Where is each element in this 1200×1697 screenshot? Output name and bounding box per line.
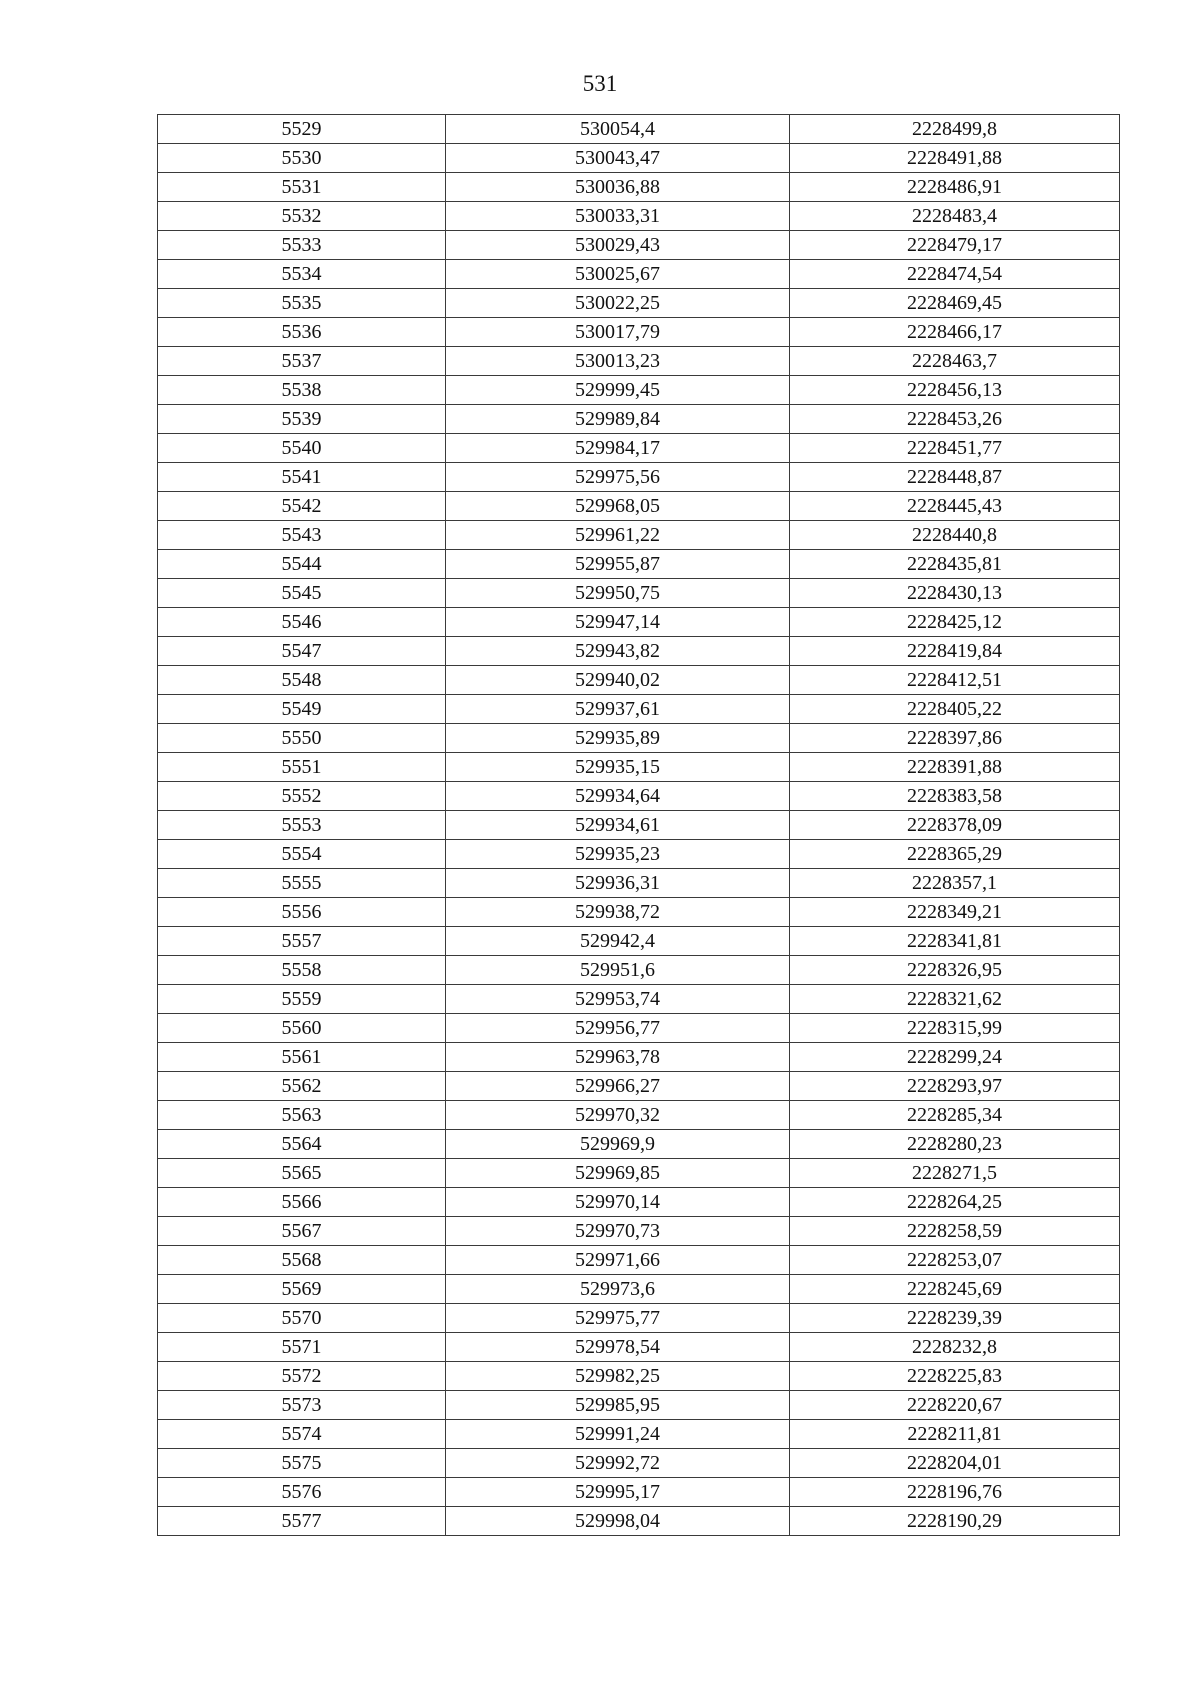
y-coordinate-cell: 2228315,99: [790, 1014, 1120, 1043]
x-coordinate-cell: 530036,88: [446, 173, 790, 202]
point-number-cell: 5547: [158, 637, 446, 666]
point-number-cell: 5554: [158, 840, 446, 869]
point-number-cell: 5557: [158, 927, 446, 956]
point-number-cell: 5548: [158, 666, 446, 695]
table-row: [158, 579, 1120, 608]
table-row: [158, 492, 1120, 521]
x-coordinate-cell: 529936,31: [446, 869, 790, 898]
table-row: [158, 231, 1120, 260]
table-row: [158, 1246, 1120, 1275]
y-coordinate-cell: 2228321,62: [790, 985, 1120, 1014]
point-number-cell: 5532: [158, 202, 446, 231]
y-coordinate-cell: 2228499,8: [790, 115, 1120, 144]
x-coordinate-cell: 530022,25: [446, 289, 790, 318]
point-number-cell: 5553: [158, 811, 446, 840]
coordinates-table-body: [158, 115, 1120, 1536]
point-number-cell: 5565: [158, 1159, 446, 1188]
x-coordinate-cell: 529935,89: [446, 724, 790, 753]
y-coordinate-cell: 2228469,45: [790, 289, 1120, 318]
y-coordinate-cell: 2228391,88: [790, 753, 1120, 782]
point-number-cell: 5540: [158, 434, 446, 463]
point-number-cell: 5529: [158, 115, 446, 144]
table-row: [158, 260, 1120, 289]
x-coordinate-cell: 529934,61: [446, 811, 790, 840]
y-coordinate-cell: 2228239,39: [790, 1304, 1120, 1333]
point-number-cell: 5542: [158, 492, 446, 521]
point-number-cell: 5555: [158, 869, 446, 898]
x-coordinate-cell: 529999,45: [446, 376, 790, 405]
table-row: [158, 1507, 1120, 1536]
table-row: [158, 1217, 1120, 1246]
table-row: [158, 811, 1120, 840]
point-number-cell: 5539: [158, 405, 446, 434]
x-coordinate-cell: 529984,17: [446, 434, 790, 463]
coordinates-table: [157, 114, 1120, 1536]
x-coordinate-cell: 529947,14: [446, 608, 790, 637]
point-number-cell: 5566: [158, 1188, 446, 1217]
table-row: [158, 927, 1120, 956]
y-coordinate-cell: 2228190,29: [790, 1507, 1120, 1536]
point-number-cell: 5537: [158, 347, 446, 376]
x-coordinate-cell: 530013,23: [446, 347, 790, 376]
y-coordinate-cell: 2228412,51: [790, 666, 1120, 695]
y-coordinate-cell: 2228479,17: [790, 231, 1120, 260]
x-coordinate-cell: 529935,23: [446, 840, 790, 869]
x-coordinate-cell: 529937,61: [446, 695, 790, 724]
table-row: [158, 1362, 1120, 1391]
table-row: [158, 173, 1120, 202]
table-row: [158, 869, 1120, 898]
table-row: [158, 985, 1120, 1014]
y-coordinate-cell: 2228448,87: [790, 463, 1120, 492]
point-number-cell: 5531: [158, 173, 446, 202]
point-number-cell: 5552: [158, 782, 446, 811]
table-row: [158, 1420, 1120, 1449]
point-number-cell: 5573: [158, 1391, 446, 1420]
table-row: [158, 1304, 1120, 1333]
table-row: [158, 115, 1120, 144]
x-coordinate-cell: 530054,4: [446, 115, 790, 144]
y-coordinate-cell: 2228453,26: [790, 405, 1120, 434]
x-coordinate-cell: 529956,77: [446, 1014, 790, 1043]
x-coordinate-cell: 529975,56: [446, 463, 790, 492]
y-coordinate-cell: 2228451,77: [790, 434, 1120, 463]
y-coordinate-cell: 2228430,13: [790, 579, 1120, 608]
table-row: [158, 1275, 1120, 1304]
y-coordinate-cell: 2228196,76: [790, 1478, 1120, 1507]
point-number-cell: 5538: [158, 376, 446, 405]
point-number-cell: 5549: [158, 695, 446, 724]
table-row: [158, 434, 1120, 463]
point-number-cell: 5558: [158, 956, 446, 985]
x-coordinate-cell: 529982,25: [446, 1362, 790, 1391]
point-number-cell: 5567: [158, 1217, 446, 1246]
point-number-cell: 5574: [158, 1420, 446, 1449]
point-number-cell: 5569: [158, 1275, 446, 1304]
y-coordinate-cell: 2228225,83: [790, 1362, 1120, 1391]
x-coordinate-cell: 529978,54: [446, 1333, 790, 1362]
x-coordinate-cell: 530029,43: [446, 231, 790, 260]
x-coordinate-cell: 529989,84: [446, 405, 790, 434]
point-number-cell: 5536: [158, 318, 446, 347]
y-coordinate-cell: 2228245,69: [790, 1275, 1120, 1304]
y-coordinate-cell: 2228299,24: [790, 1043, 1120, 1072]
y-coordinate-cell: 2228271,5: [790, 1159, 1120, 1188]
table-row: [158, 1478, 1120, 1507]
point-number-cell: 5556: [158, 898, 446, 927]
x-coordinate-cell: 529942,4: [446, 927, 790, 956]
x-coordinate-cell: 529970,14: [446, 1188, 790, 1217]
y-coordinate-cell: 2228419,84: [790, 637, 1120, 666]
y-coordinate-cell: 2228383,58: [790, 782, 1120, 811]
point-number-cell: 5560: [158, 1014, 446, 1043]
y-coordinate-cell: 2228466,17: [790, 318, 1120, 347]
table-row: [158, 1130, 1120, 1159]
table-row: [158, 521, 1120, 550]
table-row: [158, 1072, 1120, 1101]
x-coordinate-cell: 530017,79: [446, 318, 790, 347]
point-number-cell: 5568: [158, 1246, 446, 1275]
table-row: [158, 289, 1120, 318]
y-coordinate-cell: 2228440,8: [790, 521, 1120, 550]
point-number-cell: 5562: [158, 1072, 446, 1101]
point-number-cell: 5571: [158, 1333, 446, 1362]
point-number-cell: 5576: [158, 1478, 446, 1507]
y-coordinate-cell: 2228378,09: [790, 811, 1120, 840]
point-number-cell: 5570: [158, 1304, 446, 1333]
x-coordinate-cell: 529934,64: [446, 782, 790, 811]
y-coordinate-cell: 2228211,81: [790, 1420, 1120, 1449]
x-coordinate-cell: 529968,05: [446, 492, 790, 521]
y-coordinate-cell: 2228456,13: [790, 376, 1120, 405]
point-number-cell: 5572: [158, 1362, 446, 1391]
x-coordinate-cell: 530025,67: [446, 260, 790, 289]
table-row: [158, 376, 1120, 405]
y-coordinate-cell: 2228486,91: [790, 173, 1120, 202]
point-number-cell: 5561: [158, 1043, 446, 1072]
point-number-cell: 5535: [158, 289, 446, 318]
x-coordinate-cell: 529966,27: [446, 1072, 790, 1101]
point-number-cell: 5559: [158, 985, 446, 1014]
y-coordinate-cell: 2228285,34: [790, 1101, 1120, 1130]
table-row: [158, 956, 1120, 985]
point-number-cell: 5543: [158, 521, 446, 550]
table-row: [158, 318, 1120, 347]
table-row: [158, 666, 1120, 695]
x-coordinate-cell: 529961,22: [446, 521, 790, 550]
x-coordinate-cell: 529969,85: [446, 1159, 790, 1188]
table-row: [158, 695, 1120, 724]
point-number-cell: 5534: [158, 260, 446, 289]
y-coordinate-cell: 2228220,67: [790, 1391, 1120, 1420]
point-number-cell: 5544: [158, 550, 446, 579]
table-row: [158, 1159, 1120, 1188]
y-coordinate-cell: 2228258,59: [790, 1217, 1120, 1246]
y-coordinate-cell: 2228483,4: [790, 202, 1120, 231]
table-row: [158, 1101, 1120, 1130]
x-coordinate-cell: 530043,47: [446, 144, 790, 173]
table-row: [158, 1043, 1120, 1072]
x-coordinate-cell: 529971,66: [446, 1246, 790, 1275]
table-row: [158, 637, 1120, 666]
y-coordinate-cell: 2228253,07: [790, 1246, 1120, 1275]
y-coordinate-cell: 2228463,7: [790, 347, 1120, 376]
point-number-cell: 5530: [158, 144, 446, 173]
x-coordinate-cell: 529969,9: [446, 1130, 790, 1159]
x-coordinate-cell: 529963,78: [446, 1043, 790, 1072]
x-coordinate-cell: 529992,72: [446, 1449, 790, 1478]
x-coordinate-cell: 529973,6: [446, 1275, 790, 1304]
x-coordinate-cell: 529938,72: [446, 898, 790, 927]
table-row: [158, 1449, 1120, 1478]
table-row: [158, 1188, 1120, 1217]
y-coordinate-cell: 2228357,1: [790, 869, 1120, 898]
table-row: [158, 347, 1120, 376]
y-coordinate-cell: 2228232,8: [790, 1333, 1120, 1362]
table-row: [158, 144, 1120, 173]
y-coordinate-cell: 2228349,21: [790, 898, 1120, 927]
point-number-cell: 5545: [158, 579, 446, 608]
x-coordinate-cell: 529953,74: [446, 985, 790, 1014]
point-number-cell: 5575: [158, 1449, 446, 1478]
x-coordinate-cell: 529951,6: [446, 956, 790, 985]
point-number-cell: 5550: [158, 724, 446, 753]
point-number-cell: 5577: [158, 1507, 446, 1536]
x-coordinate-cell: 530033,31: [446, 202, 790, 231]
y-coordinate-cell: 2228365,29: [790, 840, 1120, 869]
point-number-cell: 5551: [158, 753, 446, 782]
x-coordinate-cell: 529991,24: [446, 1420, 790, 1449]
table-row: [158, 1014, 1120, 1043]
y-coordinate-cell: 2228397,86: [790, 724, 1120, 753]
y-coordinate-cell: 2228445,43: [790, 492, 1120, 521]
x-coordinate-cell: 529935,15: [446, 753, 790, 782]
table-row: [158, 202, 1120, 231]
x-coordinate-cell: 529998,04: [446, 1507, 790, 1536]
y-coordinate-cell: 2228264,25: [790, 1188, 1120, 1217]
y-coordinate-cell: 2228293,97: [790, 1072, 1120, 1101]
page-number: 531: [582, 71, 618, 96]
table-row: [158, 463, 1120, 492]
y-coordinate-cell: 2228474,54: [790, 260, 1120, 289]
point-number-cell: 5533: [158, 231, 446, 260]
x-coordinate-cell: 529940,02: [446, 666, 790, 695]
x-coordinate-cell: 529985,95: [446, 1391, 790, 1420]
x-coordinate-cell: 529995,17: [446, 1478, 790, 1507]
table-row: [158, 550, 1120, 579]
x-coordinate-cell: 529970,32: [446, 1101, 790, 1130]
table-row: [158, 405, 1120, 434]
table-row: [158, 753, 1120, 782]
y-coordinate-cell: 2228435,81: [790, 550, 1120, 579]
x-coordinate-cell: 529943,82: [446, 637, 790, 666]
table-row: [158, 608, 1120, 637]
table-row: [158, 840, 1120, 869]
x-coordinate-cell: 529955,87: [446, 550, 790, 579]
y-coordinate-cell: 2228491,88: [790, 144, 1120, 173]
y-coordinate-cell: 2228425,12: [790, 608, 1120, 637]
table-row: [158, 724, 1120, 753]
y-coordinate-cell: 2228204,01: [790, 1449, 1120, 1478]
x-coordinate-cell: 529950,75: [446, 579, 790, 608]
table-row: [158, 1333, 1120, 1362]
y-coordinate-cell: 2228280,23: [790, 1130, 1120, 1159]
table-row: [158, 1391, 1120, 1420]
table-row: [158, 782, 1120, 811]
point-number-cell: 5541: [158, 463, 446, 492]
point-number-cell: 5546: [158, 608, 446, 637]
y-coordinate-cell: 2228341,81: [790, 927, 1120, 956]
point-number-cell: 5564: [158, 1130, 446, 1159]
x-coordinate-cell: 529970,73: [446, 1217, 790, 1246]
point-number-cell: 5563: [158, 1101, 446, 1130]
y-coordinate-cell: 2228326,95: [790, 956, 1120, 985]
y-coordinate-cell: 2228405,22: [790, 695, 1120, 724]
table-row: [158, 898, 1120, 927]
x-coordinate-cell: 529975,77: [446, 1304, 790, 1333]
